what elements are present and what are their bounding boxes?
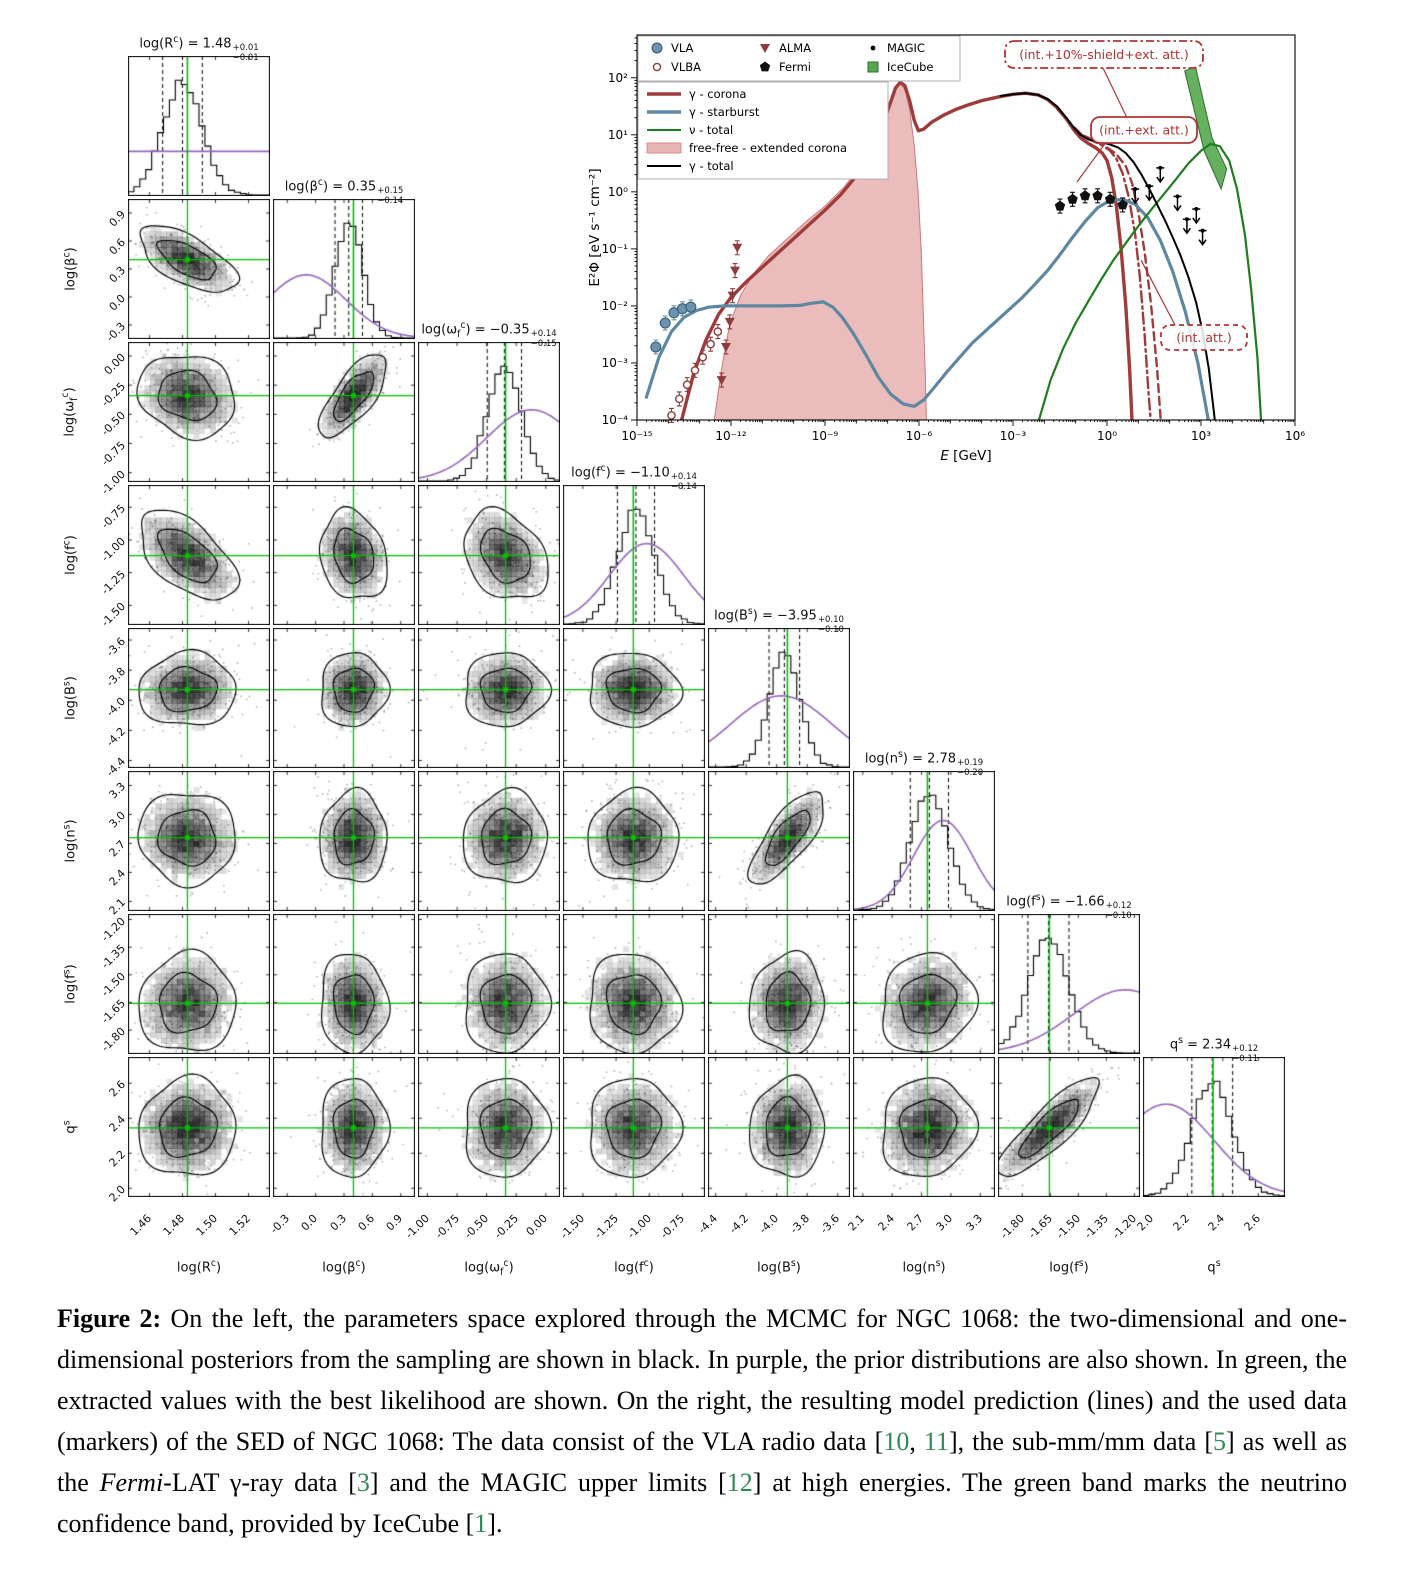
corner-panel-logOmegafc-vs-logRc <box>128 342 270 482</box>
sed-annotation-text: (int. att.) <box>1176 330 1232 345</box>
x-tick-label: -3.6 <box>818 1211 843 1237</box>
y-tick-label: -3.8 <box>103 665 128 690</box>
y-tick-label: -1.20 <box>98 914 128 944</box>
y-tick-label: -1.80 <box>98 1024 128 1055</box>
y-tick-label: 2.0 <box>106 1183 128 1205</box>
citation-ref[interactable]: 5 <box>1213 1427 1227 1456</box>
y-tick-label: 3.0 <box>106 809 128 831</box>
corner-panel-logfs-vs-logBetac <box>273 914 415 1054</box>
x-axis-label-logBetac: $\log(\beta^c)$ <box>322 1258 366 1276</box>
x-tick-label: -1.50 <box>1053 1211 1083 1242</box>
corner-panel-logns-vs-logBs <box>708 771 850 911</box>
svg-text:10⁻³: 10⁻³ <box>601 355 628 370</box>
y-tick-label: 3.3 <box>106 780 128 802</box>
y-axis-label-qs: $q^s$ <box>61 1120 79 1134</box>
y-tick-label: -0.75 <box>98 502 128 532</box>
x-tick-label: 2.6 <box>1241 1211 1263 1234</box>
x-tick-label: 0.00 <box>523 1211 551 1239</box>
x-tick-label: -1.00 <box>624 1211 654 1242</box>
y-tick-label: -4.2 <box>103 725 128 750</box>
corner-title-logBs: $\log(B^s) = -3.95$ +0.10 −0.10 <box>714 606 844 635</box>
x-tick-label: 2.2 <box>1170 1211 1192 1234</box>
corner-panel-logfs-vs-logfc <box>563 914 705 1054</box>
x-axis-label-logRc: $\log(R^c)$ <box>176 1258 222 1276</box>
y-tick-label: 2.7 <box>106 838 128 860</box>
caption-text: ] and the MAGIC upper limits [ <box>369 1468 727 1497</box>
caption-text: On the left, the parameters space explored through the MCMC for NGC 1068: the two-dimensional and one-dimensional posteriors from the sampling are shown in black. In purple, the prior distributions are also shown. In green, the extracted values with the best likelihood are shown. On the right, the resulting model prediction (lines) and the used data (markers) of the SED of NGC 1068: The data consist of the VLA radio data [ <box>57 1304 1347 1456</box>
x-axis-label-logfc: $\log(f^c)$ <box>614 1258 654 1276</box>
corner-hist-logOmegafc <box>418 342 560 482</box>
corner-panel-logfs-vs-logRc <box>128 914 270 1054</box>
caption-text: ] as well as the <box>57 1427 1348 1497</box>
legend-label-line: γ - corona <box>689 87 747 101</box>
y-tick-label: 2.1 <box>106 896 128 918</box>
corner-panel-logBs-vs-logRc <box>128 628 270 768</box>
y-tick-label: -1.35 <box>98 942 128 972</box>
sed-line-legend <box>638 82 888 179</box>
y-axis-label-logBetac: $\log(\beta^c)$ <box>61 247 79 291</box>
citation-ref[interactable]: 1 <box>474 1509 488 1538</box>
y-axis-label-logOmegafc: $\log(\omega_f^c)$ <box>60 387 80 437</box>
y-tick-label: -1.50 <box>98 969 128 1000</box>
corner-panel-logfc-vs-logOmegafc <box>418 485 560 625</box>
sed-annotation-text: (int.+ext. att.) <box>1099 122 1189 138</box>
corner-panel-logns-vs-logRc <box>128 771 270 911</box>
x-axis-label-logns: $\log(n^s)$ <box>902 1258 946 1276</box>
corner-title-logfc: $\log(f^c) = -1.10$ +0.14 −0.14 <box>571 463 697 492</box>
corner-panel-logfs-vs-logBs <box>708 914 850 1054</box>
sed-figure <box>585 22 1345 477</box>
svg-text:10¹: 10¹ <box>607 127 628 142</box>
x-tick-label: 1.46 <box>127 1211 155 1239</box>
y-tick-label: -4.4 <box>103 755 128 780</box>
corner-panel-logBs-vs-logBetac <box>273 628 415 768</box>
x-axis-label-logfs: $\log(f^s)$ <box>1049 1258 1089 1276</box>
corner-panel-logns-vs-logBetac <box>273 771 415 911</box>
corner-panel-qs-vs-logfc <box>563 1057 705 1197</box>
y-axis-label-logBs: $\log(B^s)$ <box>61 676 79 720</box>
x-tick-label: -1.65 <box>1025 1211 1055 1242</box>
y-tick-label: -1.65 <box>98 997 128 1027</box>
legend-label-Fermi: Fermi <box>779 60 811 74</box>
x-tick-label: -1.25 <box>591 1211 621 1242</box>
svg-text:10⁻¹²: 10⁻¹² <box>715 429 747 443</box>
y-tick-label: -1.00 <box>98 534 128 565</box>
corner-panel-qs-vs-logRc <box>128 1057 270 1197</box>
corner-hist-logfs <box>998 914 1140 1054</box>
svg-text:10⁻⁶: 10⁻⁶ <box>905 429 933 443</box>
caption-body <box>57 1304 1347 1538</box>
corner-hist-logRc <box>128 56 270 196</box>
x-tick-label: -0.75 <box>657 1211 688 1242</box>
y-axis-label-logfc: $\log(f^c)$ <box>61 535 79 575</box>
sed-plot <box>585 22 1345 477</box>
corner-panel-qs-vs-logfs <box>998 1057 1140 1197</box>
x-tick-label: -1.50 <box>558 1211 588 1242</box>
corner-panel-logns-vs-logfc <box>563 771 705 911</box>
y-axis-label-logns: $\log(n^s)$ <box>61 819 79 863</box>
svg-text:10⁰: 10⁰ <box>1096 429 1118 443</box>
corner-title-logns: $\log(n^s) = 2.78$ +0.19 −0.20 <box>864 749 984 778</box>
corner-hist-logBetac <box>273 199 415 339</box>
corner-title-logBetac: $\log(\beta^c) = 0.35$ +0.15 −0.14 <box>284 177 404 206</box>
y-tick-label: 2.4 <box>106 867 128 889</box>
citation-ref[interactable]: 11 <box>923 1427 949 1456</box>
x-tick-label: 1.50 <box>193 1211 221 1239</box>
legend-label-line: ν - total <box>689 123 734 137</box>
corner-hist-logfc <box>563 485 705 625</box>
corner-panel-logfc-vs-logBetac <box>273 485 415 625</box>
corner-panel-logBs-vs-logOmegafc <box>418 628 560 768</box>
sed-marker-legend <box>638 36 960 81</box>
sed-y-axis-label: E²Φ [eV s⁻¹ cm⁻²] <box>587 168 603 287</box>
x-tick-label: 2.7 <box>904 1211 927 1234</box>
legend-label-MAGIC: MAGIC <box>887 41 925 55</box>
y-tick-label: -0.50 <box>98 409 128 439</box>
legend-label-VLA: VLA <box>671 41 694 55</box>
x-tick-label: -1.20 <box>1109 1211 1140 1242</box>
y-tick-label: 2.4 <box>106 1113 128 1135</box>
svg-text:10³: 10³ <box>1190 429 1212 443</box>
legend-label-IceCube: IceCube <box>887 60 934 74</box>
y-tick-label: 2.2 <box>106 1148 128 1170</box>
svg-text:10⁻⁴: 10⁻⁴ <box>601 413 628 427</box>
corner-panel-qs-vs-logOmegafc <box>418 1057 560 1197</box>
legend-label-line: γ - starburst <box>689 105 760 119</box>
svg-text:10⁻³: 10⁻³ <box>999 429 1027 443</box>
figure-caption <box>57 1298 1347 1544</box>
y-tick-label: -0.3 <box>103 319 128 345</box>
caption-text: , <box>909 1427 924 1456</box>
y-tick-label: -1.50 <box>98 600 128 630</box>
corner-title-logOmegafc: $\log(\omega_f^c) = -0.35$ +0.14 −0.15 <box>421 320 557 349</box>
x-tick-label: 1.48 <box>160 1211 188 1239</box>
caption-text: -LAT γ-ray data [ <box>163 1468 357 1497</box>
corner-title-qs: $q^s = 2.34$ +0.12 −0.11 <box>1169 1035 1259 1064</box>
y-tick-label: -1.00 <box>98 467 128 497</box>
y-tick-label: -4.0 <box>103 695 128 720</box>
x-axis-label-logOmegafc: $\log(\omega_f^c)$ <box>464 1258 514 1278</box>
x-tick-label: 3.3 <box>963 1211 985 1234</box>
x-tick-label: -1.35 <box>1081 1211 1111 1242</box>
y-tick-label: 2.6 <box>106 1078 128 1100</box>
corner-panel-qs-vs-logns <box>853 1057 995 1197</box>
y-tick-label: 0.6 <box>106 235 128 258</box>
x-tick-label: -3.8 <box>787 1211 812 1237</box>
svg-text:10⁻¹⁵: 10⁻¹⁵ <box>621 429 653 443</box>
y-tick-label: 0.00 <box>101 350 128 378</box>
citation-ref[interactable]: 3 <box>356 1468 370 1497</box>
corner-title-logRc: $\log(R^c) = 1.48$ +0.01 −0.01 <box>139 34 259 63</box>
corner-hist-logns <box>853 771 995 911</box>
x-tick-label: -4.2 <box>726 1211 751 1237</box>
x-axis-label-qs: $q^s$ <box>1207 1258 1221 1276</box>
corner-panel-logBs-vs-logfc <box>563 628 705 768</box>
x-tick-label: 3.0 <box>933 1211 956 1234</box>
x-tick-label: 2.0 <box>1134 1211 1157 1234</box>
x-tick-label: -0.75 <box>432 1211 462 1242</box>
corner-hist-logBs <box>708 628 850 768</box>
corner-panel-qs-vs-logBetac <box>273 1057 415 1197</box>
svg-text:10⁶: 10⁶ <box>1284 429 1306 443</box>
x-axis-label-logBs: $\log(B^s)$ <box>757 1258 801 1276</box>
caption-label: Figure 2: <box>57 1304 162 1333</box>
citation-ref[interactable]: 10 <box>883 1427 910 1456</box>
y-tick-label: -0.25 <box>98 380 128 410</box>
y-tick-label: -0.75 <box>98 438 128 468</box>
x-tick-label: -0.3 <box>267 1211 292 1237</box>
svg-text:10⁰: 10⁰ <box>607 184 628 199</box>
corner-panel-logBetac-vs-logRc <box>128 199 270 339</box>
svg-text:10⁻²: 10⁻² <box>601 298 628 313</box>
sed-x-axis-label: E [GeV] <box>940 448 992 464</box>
x-tick-label: 2.4 <box>1205 1211 1228 1234</box>
legend-label-ALMA: ALMA <box>779 41 812 55</box>
corner-panel-logOmegafc-vs-logBetac <box>273 342 415 482</box>
corner-panel-logfs-vs-logOmegafc <box>418 914 560 1054</box>
y-tick-label: 0.0 <box>106 291 128 314</box>
corner-panel-logfc-vs-logRc <box>128 485 270 625</box>
sed-annotation-text: (int.+10%-shield+ext. att.) <box>1019 47 1189 62</box>
caption-text: ] at high energies. The green band marks the neutrino confidence band, provided by IceCube [ <box>57 1468 1347 1538</box>
legend-label-line: γ - total <box>689 159 734 173</box>
corner-title-logfs: $\log(f^s) = -1.66$ +0.12 −0.10 <box>1006 892 1132 921</box>
caption-text: ], the sub-mm/mm data [ <box>948 1427 1214 1456</box>
caption-text: ]. <box>487 1509 503 1538</box>
y-tick-label: 0.9 <box>106 207 128 230</box>
x-tick-label: -1.00 <box>402 1211 433 1242</box>
corner-panel-qs-vs-logBs <box>708 1057 850 1197</box>
corner-panel-logns-vs-logOmegafc <box>418 771 560 911</box>
y-tick-label: -3.6 <box>103 634 128 660</box>
legend-label-VLBA: VLBA <box>671 60 702 74</box>
y-tick-label: 0.3 <box>106 263 128 286</box>
x-tick-label: -1.80 <box>997 1211 1027 1242</box>
caption-text: Fermi <box>99 1468 164 1497</box>
x-tick-label: 2.1 <box>845 1211 868 1234</box>
x-tick-label: 1.52 <box>226 1211 254 1239</box>
x-tick-label: -0.25 <box>491 1211 521 1242</box>
svg-text:10⁻¹: 10⁻¹ <box>601 241 628 256</box>
y-axis-label-logfs: $\log(f^s)$ <box>61 964 79 1004</box>
x-tick-label: -4.0 <box>756 1211 782 1237</box>
x-tick-label: 0.6 <box>355 1211 378 1234</box>
x-tick-label: -4.4 <box>695 1211 721 1237</box>
x-tick-label: 0.9 <box>383 1211 406 1234</box>
x-tick-label: -0.50 <box>461 1211 492 1242</box>
x-tick-label: 0.0 <box>298 1211 321 1234</box>
corner-hist-qs <box>1143 1057 1285 1197</box>
y-tick-label: -1.25 <box>98 567 128 597</box>
x-tick-label: 0.3 <box>327 1211 349 1234</box>
legend-label-line: free-free - extended corona <box>689 141 848 155</box>
svg-text:10⁻⁹: 10⁻⁹ <box>811 429 839 443</box>
citation-ref[interactable]: 12 <box>726 1468 753 1497</box>
corner-panel-logfs-vs-logns <box>853 914 995 1054</box>
x-tick-label: 2.4 <box>875 1211 897 1234</box>
svg-text:10²: 10² <box>607 70 628 85</box>
